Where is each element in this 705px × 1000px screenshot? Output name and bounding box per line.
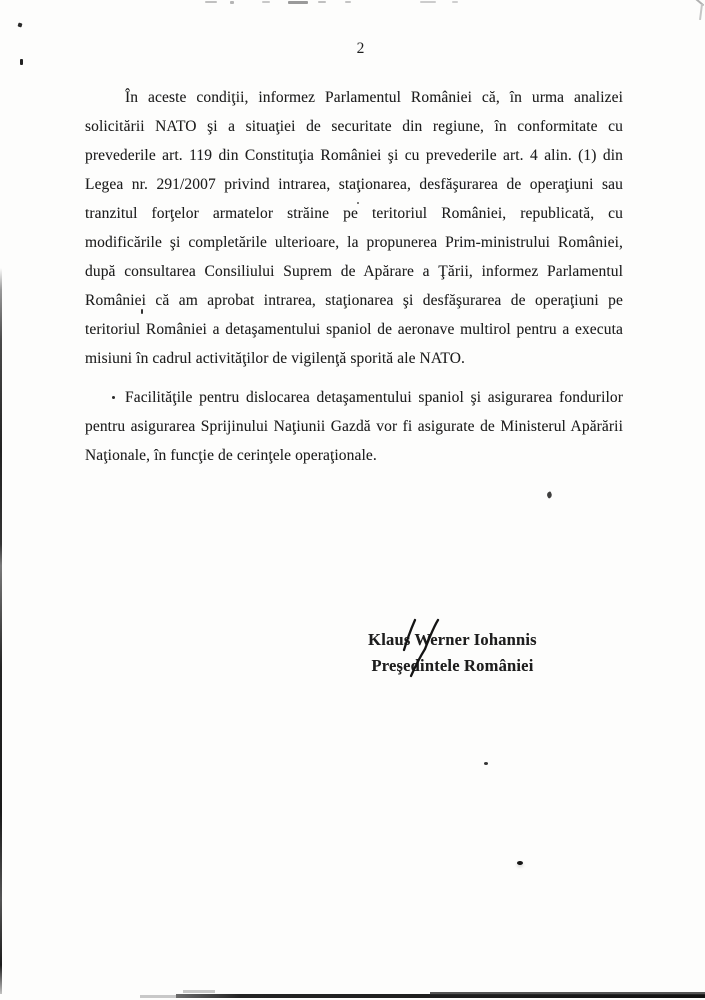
scan-top-mark [452,1,458,3]
paragraph [85,83,623,373]
scan-left-edge-line [0,268,2,994]
scan-top-mark [288,1,308,4]
text-line: modificările şi completările ulterioare, la propunerea Prim-ministrului României, [85,234,623,251]
text-line: teritoriul României a detaşamentului spaniol de aeronave multirol pentru a executa [85,321,623,338]
scan-speck [517,861,523,865]
scan-bottom-edge [183,990,215,993]
text-line: României că am aprobat intrarea, staţionarea şi desfăşurarea de operaţiuni pe [85,292,623,309]
page-number: 2 [356,40,365,57]
scan-top-mark [420,1,436,3]
scan-speck [546,491,553,499]
scan-speck [357,202,359,204]
text-line: misiuni în cadrul activităţilor de vigilenţă sporită ale NATO. [85,350,465,367]
scan-top-mark [318,1,326,3]
scan-speck [141,309,143,314]
scan-speck [484,762,488,765]
text-line: solicitării NATO şi a situaţiei de securitate din regiune, în conformitate cu [85,118,623,135]
signature-name: Klaus Werner Iohannis [368,630,537,649]
scan-bottom-edge [430,992,705,995]
document-body [85,83,623,470]
text-line: după consultarea Consiliului Suprem de Apărare a Ţării, informez Parlamentul [85,263,623,280]
scan-top-mark [230,1,234,4]
scan-top-mark [262,1,270,3]
signature-block [330,627,575,678]
text-line: Legea nr. 291/2007 privind intrarea, staţionarea, desfăşurarea de operaţiuni sau [85,176,623,193]
scan-speck [112,396,115,399]
text-line: Naţionale, în funcţie de cerinţele operaţionale. [85,447,377,464]
signature-title: Preşedintele României [371,655,534,675]
text-line: pentru asigurarea Sprijinului Naţiunii Gazdă vor fi asigurate de Ministerul Apărării [85,418,623,435]
scan-speck [17,22,22,27]
text-line: prevederile art. 119 din Constituţia României şi cu prevederile art. 4 alin. (1) din [85,147,623,164]
scan-speck [20,59,23,65]
scan-top-mark [205,1,217,3]
scan-top-mark [695,0,705,6]
text-line: În aceste condiţii, informez Parlamentul României că, în urma analizei [125,89,623,106]
scan-top-mark [345,1,351,3]
text-line: tranzitul forţelor armatelor străine pe teritoriul României, republicată, cu [85,205,623,222]
paragraph [85,383,623,470]
scan-edge-mark [699,4,703,20]
text-line: Facilităţile pentru dislocarea detaşamentului spaniol şi asigurarea fondurilor [125,389,623,406]
